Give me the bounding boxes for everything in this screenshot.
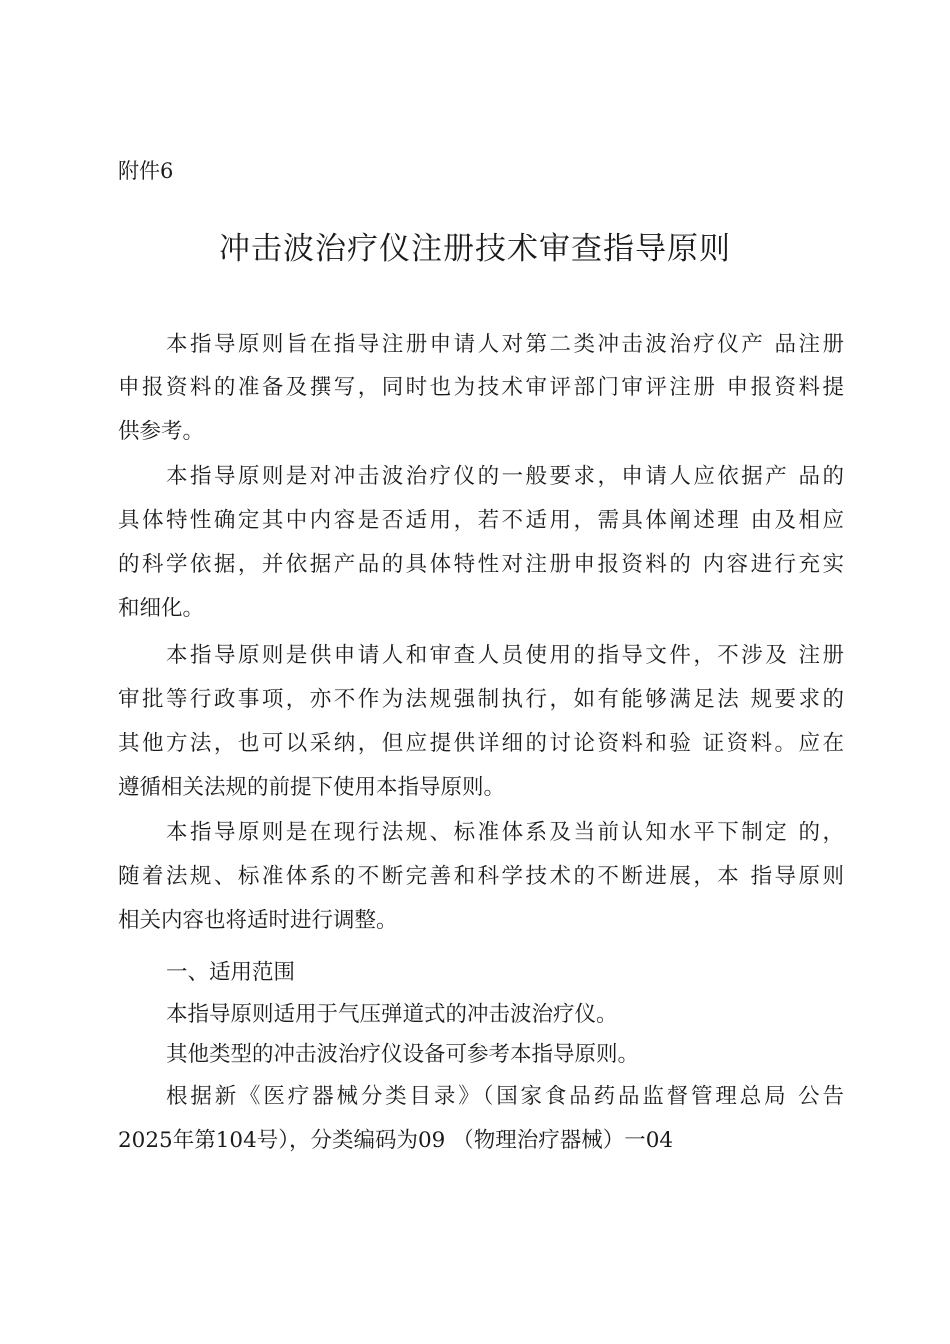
body-line: 2025年第104号），分类编码为09 （物理治疗器械）一04 [118, 1128, 674, 1153]
body-line: 根据新《医疗器械分类目录》（国家食品药品监督管理总局 公告 [166, 1084, 844, 1109]
body-line: 和细化。 [118, 596, 205, 621]
body-line: 相关内容也将适时进行调整。 [118, 908, 398, 933]
body-line: 本指导原则是供申请人和审查人员使用的指导文件，不涉及 注册 [166, 643, 844, 668]
body-line: 审批等行政事项，亦不作为法规强制执行，如有能够满足法 规要求的 [118, 687, 844, 712]
body-line: 的科学依据，并依据产品的具体特性对注册申报资料的 内容进行充实 [118, 552, 844, 577]
body-line: 供参考。 [118, 419, 205, 444]
body-line: 具体特性确定其中内容是否适用，若不适用，需具体阐述理 由及相应 [118, 508, 844, 533]
body-line: 遵循相关法规的前提下使用本指导原则。 [118, 775, 506, 800]
body-line: 本指导原则适用于气压弹道式的冲击波治疗仪。 [166, 1002, 618, 1027]
body-line: 本指导原则是在现行法规、标准体系及当前认知水平下制定 的， [166, 820, 844, 845]
section-heading: 一、适用范围 [166, 960, 296, 985]
body-line: 其他类型的冲击波治疗仪设备可参考本指导原则。 [166, 1042, 640, 1067]
body-line: 其他方法，也可以采纳，但应提供详细的讨论资料和验 证资料。应在 [118, 731, 844, 756]
attachment-label: 附件6 [118, 159, 174, 183]
body-line: 随着法规、标准体系的不断完善和科学技术的不断进展，本 指导原则 [118, 864, 844, 889]
body-line: 本指导原则旨在指导注册申请人对第二类冲击波治疗仪产 品注册 [166, 332, 844, 357]
body-line: 申报资料的准备及撰写，同时也为技术审评部门审评注册 申报资料提 [118, 375, 844, 400]
document-title: 冲击波治疗仪注册技术审查指导原则 [219, 231, 731, 267]
body-line: 本指导原则是对冲击波治疗仪的一般要求，申请人应依据产 品的 [166, 464, 844, 489]
